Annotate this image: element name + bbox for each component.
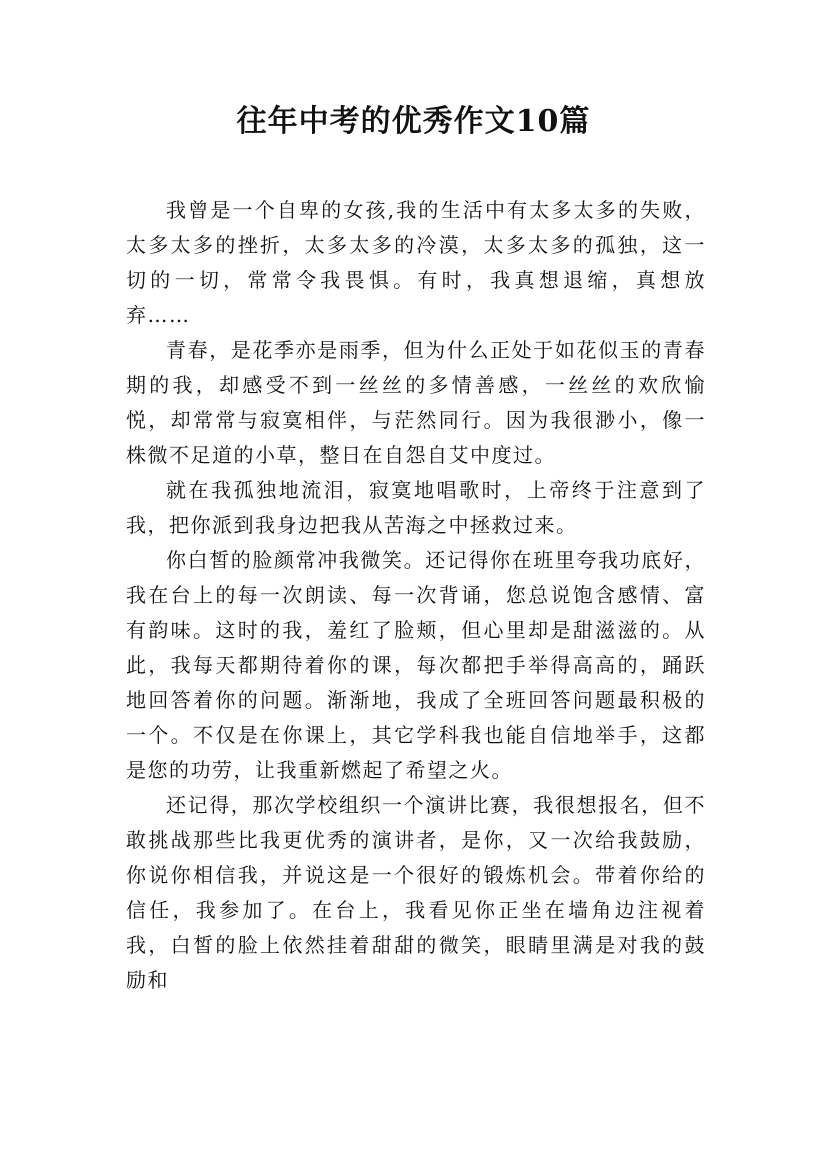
paragraph-5: 还记得，那次学校组织一个演讲比赛，我很想报名，但不敢挑战那些比我更优秀的演讲者，是你，又一次给我鼓励，你说你相信我，并说这是一个很好的锻炼机会。带着你给的信任，我参加了。在台上，我看见你正坐在墙角边注视着我，白皙的脸上依然挂着甜甜的微笑，眼睛里满是对我的鼓励和	[126, 793, 706, 992]
paragraph-4: 你白皙的脸颜常冲我微笑。还记得你在班里夸我功底好，我在台上的每一次朗读、每一次背诵，您总说饱含感情、富有韵味。这时的我，羞红了脸颊，但心里却是甜滋滋的。从此，我每天都期待着你的课，每次都把手举得高高的，踊跃地回答着你的问题。渐渐地，我成了全班回答问题最积极的一个。不仅是在你课上，其它学科我也能自信地举手，这都是您的功劳，让我重新燃起了希望之火。	[126, 548, 706, 782]
paragraph-2: 青春，是花季亦是雨季，但为什么正处于如花似玉的青春期的我，却感受不到一丝丝的多情善感，一丝丝的欢欣愉悦，却常常与寂寞相伴，与茫然同行。因为我很渺小，像一株微不足道的小草，整日在自怨自艾中度过。	[126, 338, 706, 467]
document-body	[126, 193, 706, 998]
paragraph-1: 我曾是一个自卑的女孩,我的生活中有太多太多的失败，太多太多的挫折，太多太多的冷漠，太多太多的孤独，这一切的一切，常常令我畏惧。有时，我真想退缩，真想放弃……	[126, 198, 706, 327]
document-title: 往年中考的优秀作文10篇	[236, 104, 591, 139]
paragraph-3: 就在我孤独地流泪，寂寞地唱歌时，上帝终于注意到了我，把你派到我身边把我从苦海之中拯救过来。	[126, 478, 706, 537]
